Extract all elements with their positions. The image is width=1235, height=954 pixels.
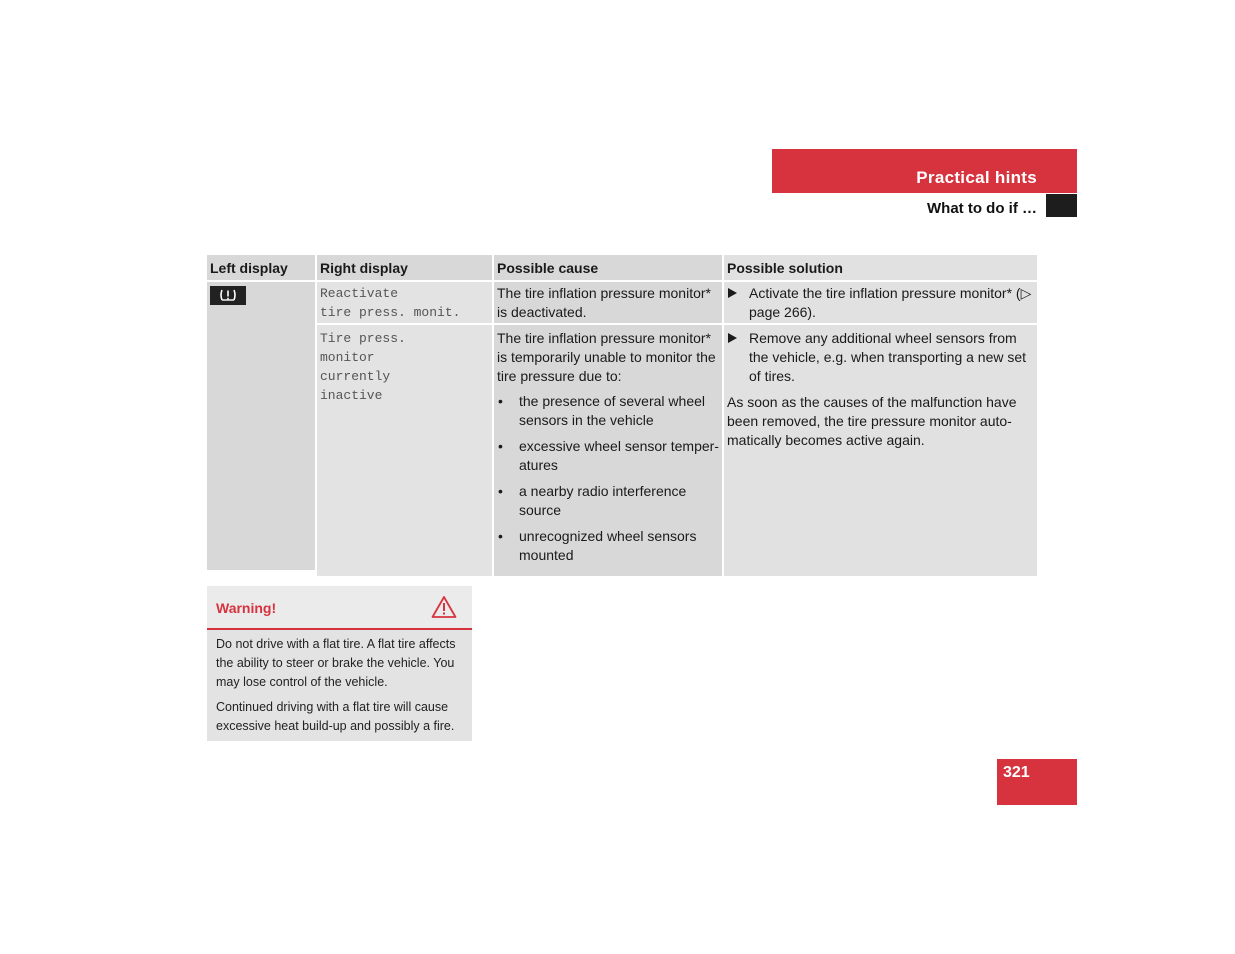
warning-title: Warning! [216, 600, 277, 616]
solution-1 [724, 282, 1037, 325]
warning-paragraph: Continued driving with a flat tire will cause excessive heat build-up and possibly a fire. [216, 700, 455, 733]
possible-solution-cell [724, 282, 1037, 576]
subsection-marker [1046, 194, 1077, 217]
list-item: • the presence of several wheel sensors in the vehicle [497, 392, 719, 430]
possible-cause-cell [494, 282, 724, 576]
warning-paragraph: Do not drive with a flat tire. A flat tire affects the ability to steer or brake the vehicle. You may lose control of the vehicle. [216, 637, 456, 689]
cause-2-text: The tire inflation pressure monitor* is temporarily unable to monitor the tire pressure due to: [497, 330, 716, 384]
header-possible-solution: Possible solution [724, 255, 1037, 280]
table-body [207, 280, 1037, 576]
page-number-box [997, 759, 1077, 805]
solution-note: As soon as the causes of the malfunction have been removed, the tire pressure monitor auto-matically becomes active again. [727, 394, 1017, 448]
left-display-cell [207, 282, 317, 570]
header-possible-cause: Possible cause [494, 255, 724, 280]
page-number: 321 [1003, 764, 1030, 781]
cause-bullet-list [497, 392, 719, 565]
arrow-right-icon [728, 333, 737, 343]
subsection-header [772, 193, 1077, 217]
arrow-right-icon [728, 288, 737, 298]
display-line: Reactivate [320, 286, 399, 301]
right-display-message-1 [317, 282, 492, 325]
table-header-row [207, 255, 1037, 280]
display-line: Tire press. [320, 331, 406, 346]
solution-step-text: Remove any additional wheel sensors from the vehicle, e.g. when transporting a new set of tires. [749, 330, 1027, 384]
display-line: tire press. monit. [320, 305, 461, 320]
tire-pressure-warning-icon [210, 286, 246, 305]
list-item: • a nearby radio interference source [497, 482, 719, 520]
header-left-display: Left display [207, 255, 317, 280]
cause-1: The tire inflation pressure monitor* is deactivated. [494, 282, 722, 325]
solution-2 [724, 325, 1037, 454]
section-title: Practical hints [916, 168, 1037, 187]
section-header-bar [772, 149, 1077, 193]
display-line: currently [320, 369, 391, 384]
tire-monitor-table [207, 255, 1037, 576]
header-right-display: Right display [317, 255, 494, 280]
warning-triangle-icon [431, 595, 457, 624]
solution-step-text: Activate the tire inflation pressure monitor* (▷ page 266). [749, 285, 1032, 320]
warning-body [207, 630, 472, 747]
cause-2 [494, 325, 722, 576]
warning-header [207, 586, 472, 630]
subsection-title: What to do if … [927, 200, 1037, 217]
list-item: • excessive wheel sensor temper-atures [497, 437, 719, 475]
display-line: monitor [320, 350, 375, 365]
right-display-cell [317, 282, 494, 576]
solution-step [727, 329, 1034, 386]
display-line: inactive [320, 388, 383, 403]
list-item: • unrecognized wheel sensors mounted [497, 527, 719, 565]
warning-box [207, 586, 472, 741]
solution-step [727, 284, 1034, 322]
right-display-message-2 [317, 325, 492, 409]
